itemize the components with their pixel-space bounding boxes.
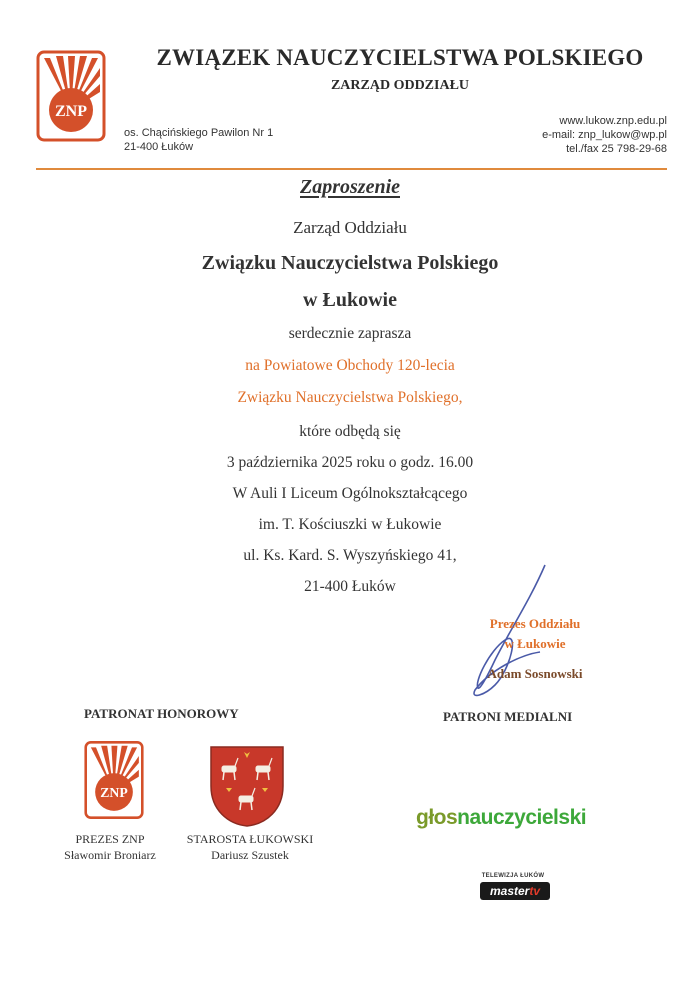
address-line: 21-400 Łuków [124,141,194,153]
patron-title: STAROSTA ŁUKOWSKI [186,832,314,846]
invitation-line: serdecznie zaprasza [288,325,412,342]
address-block [124,126,273,154]
master-tv-logo [480,882,550,900]
logo-text: tv [529,884,541,898]
honorary-patronage-label: PATRONAT HONOROWY [84,706,239,721]
invitation-address: ul. Ks. Kard. S. Wyszyńskiego 41, [243,547,457,564]
invitation-event: na Powiatowe Obchody 120-lecia [245,357,455,374]
logo-text: nauczycielski [457,806,587,829]
contact-block [542,114,667,156]
signature-name: Adam Sosnowski [487,666,583,681]
glos-nauczycielski-logo [416,806,586,830]
invitation-event: Związku Nauczycielstwa Polskiego, [237,389,463,406]
org-name: ZWIĄZEK NAUCZYCIELSTWA POLSKIEGO [156,45,644,70]
patron-starosta-caption [180,831,320,863]
email-link[interactable]: e-mail: znp_lukow@wp.pl [542,129,667,141]
invitation-venue: W Auli I Liceum Ogólnokształcącego [232,485,468,502]
signature-role: Prezes Oddziału [489,616,581,631]
signature-block [440,614,630,684]
header-divider [36,168,667,170]
invitation-date: 3 października 2025 roku o godz. 16.00 [226,454,474,471]
media-patrons-label: PATRONI MEDIALNI [443,709,573,724]
website-link[interactable]: www.lukow.znp.edu.pl [559,115,667,127]
invitation-line: które odbędą się [299,423,401,440]
znp-logo [84,740,144,820]
invitation-address: 21-400 Łuków [304,578,396,595]
invitation-line: Związku Nauczycielstwa Polskiego [201,252,499,274]
patron-name: Dariusz Szustek [211,848,289,862]
svg-text:ZNP: ZNP [55,103,87,120]
logo-text: master [489,884,530,898]
invitation-line: Zarząd Oddziału [293,218,407,237]
patron-znp-caption [40,831,180,863]
invitation-title: Zaproszenie [300,176,400,198]
tv-caption: TELEWIZJA ŁUKÓW [481,873,545,879]
invitation-line: w Łukowie [303,289,397,311]
svg-text:ZNP: ZNP [100,785,128,801]
signature-role: w Łukowie [504,636,566,651]
patron-title: PREZES ZNP [75,832,145,846]
coat-of-arms-icon [208,744,286,828]
znp-logo [36,50,106,142]
phone-text: tel./fax 25 798-29-68 [566,143,667,155]
patron-name: Sławomir Broniarz [64,848,156,862]
org-unit: ZARZĄD ODDZIAŁU [330,78,470,93]
address-line: os. Chącińskiego Pawilon Nr 1 [124,127,274,139]
invitation-venue: im. T. Kościuszki w Łukowie [258,516,442,533]
logo-text: głos [416,806,458,829]
